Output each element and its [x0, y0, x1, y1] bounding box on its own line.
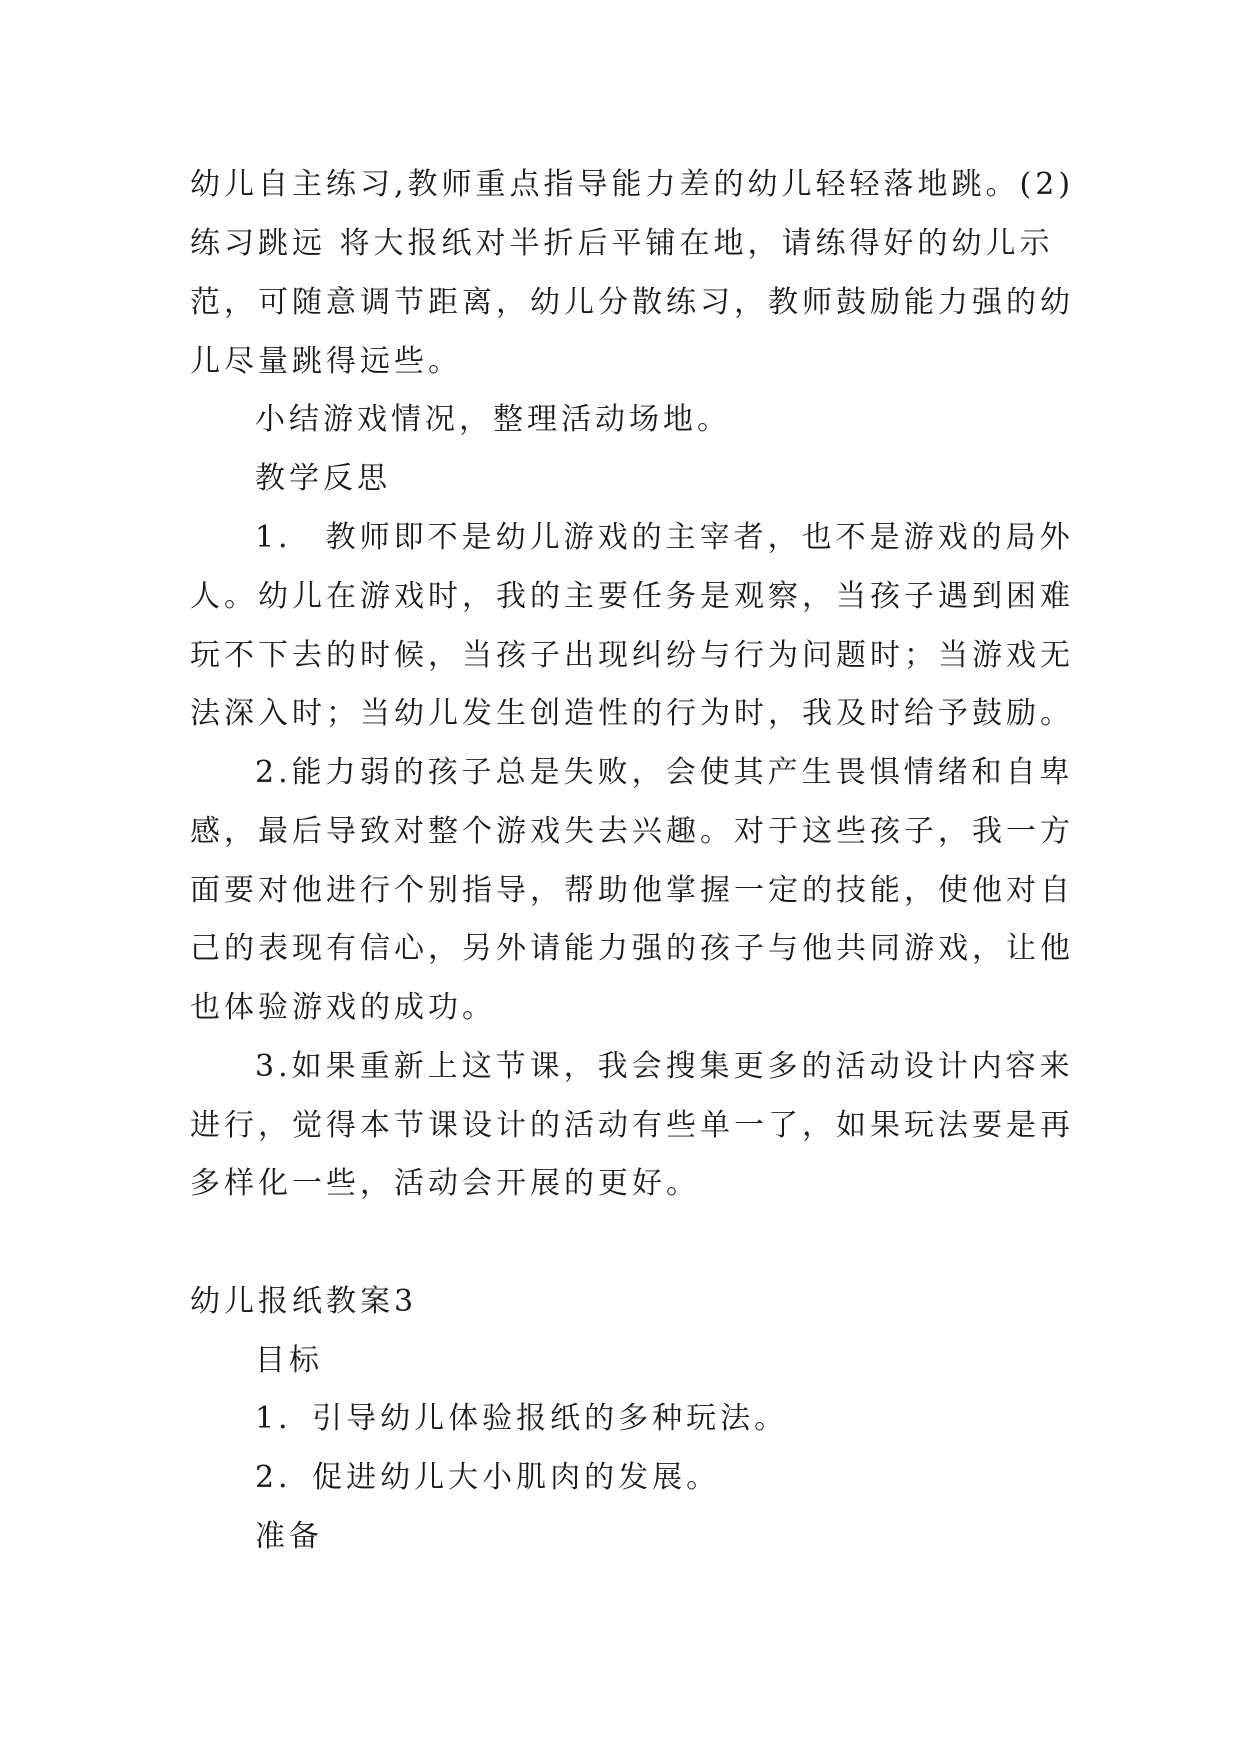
paragraph-line: 3.如果重新上这节课，我会搜集更多的活动设计内容来 — [255, 1049, 1074, 1084]
section-heading: 目标 — [255, 1343, 323, 1378]
paragraph-line: 进行，觉得本节课设计的活动有些单一了，如果玩法要是再 — [190, 1108, 1074, 1143]
paragraph-line: 儿尽量跳得远些。 — [190, 344, 462, 379]
paragraph-line: 己的表现有信心，另外请能力强的孩子与他共同游戏，让他 — [190, 931, 1074, 966]
paragraph-line: 法深入时；当幼儿发生创造性的行为时，我及时给予鼓励。 — [190, 696, 1074, 731]
paragraph-line: 面要对他进行个别指导，帮助他掌握一定的技能，使他对自 — [190, 873, 1074, 908]
document-page — [190, 0, 1075, 1754]
paragraph-line: 多样化一些，活动会开展的更好。 — [190, 1166, 700, 1201]
section-heading: 教学反思 — [255, 461, 391, 496]
paragraph-line: 人。幼儿在游戏时，我的主要任务是观察，当孩子遇到困难 — [190, 579, 1074, 614]
paragraph-line: 1． 教师即不是幼儿游戏的主宰者，也不是游戏的局外 — [255, 520, 1074, 555]
document-title: 幼儿报纸教案3 — [190, 1284, 418, 1319]
paragraph-line: 玩不下去的时候，当孩子出现纠纷与行为问题时；当游戏无 — [190, 638, 1074, 673]
paragraph-line: 2.能力弱的孩子总是失败，会使其产生畏惧情绪和自卑 — [255, 755, 1074, 790]
paragraph-line: 幼儿自主练习,教师重点指导能力差的幼儿轻轻落地跳。(2) — [190, 167, 1075, 202]
section-heading: 准备 — [255, 1519, 323, 1554]
paragraph-line: 也体验游戏的成功。 — [190, 990, 496, 1025]
list-item: 1．引导幼儿体验报纸的多种玩法。 — [255, 1401, 789, 1436]
paragraph-line: 小结游戏情况，整理活动场地。 — [255, 402, 731, 437]
list-item: 2．促进幼儿大小肌肉的发展。 — [255, 1460, 721, 1495]
paragraph-line: 范，可随意调节距离，幼儿分散练习，教师鼓励能力强的幼 — [190, 285, 1074, 320]
paragraph-line: 感，最后导致对整个游戏失去兴趣。对于这些孩子，我一方 — [190, 814, 1074, 849]
paragraph-line: 练习跳远 将大报纸对半折后平铺在地，请练得好的幼儿示 — [190, 226, 1054, 261]
